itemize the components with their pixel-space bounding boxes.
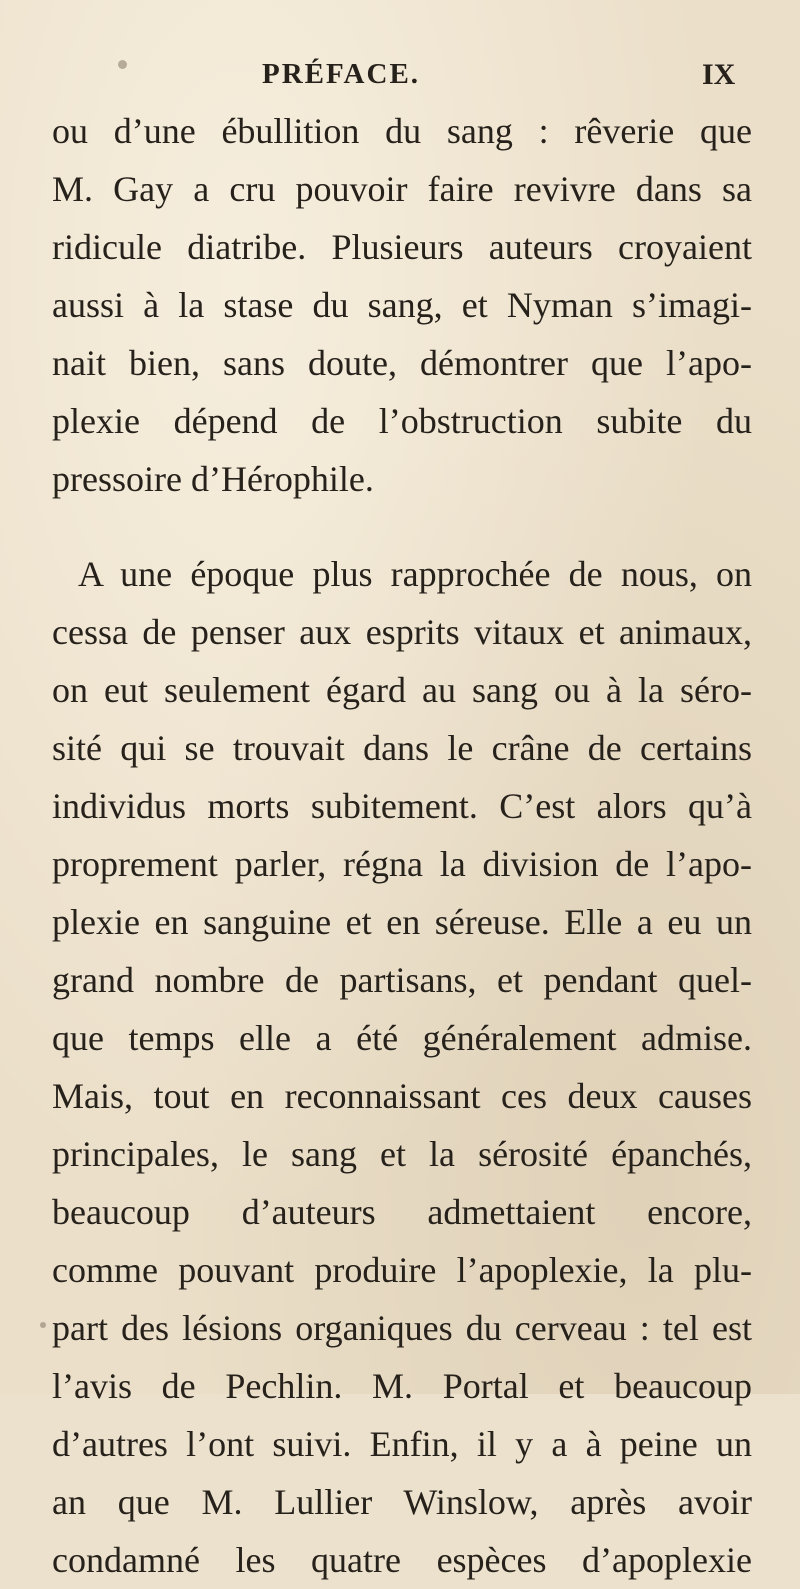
text-line: on eut seulement égard au sang ou à la séro-	[52, 670, 752, 710]
text-line: aussi à la stase du sang, et Nyman s’imagi-	[52, 285, 752, 325]
text-line: comme pouvant produire l’apoplexie, la plu-	[52, 1250, 752, 1290]
text-line: Mais, tout en reconnaissant ces deux causes	[52, 1076, 752, 1116]
text-line: grand nombre de partisans, et pendant quel-	[52, 960, 752, 1000]
text-line: nait bien, sans doute, démontrer que l’apo-	[52, 343, 752, 383]
text-line: plexie en sanguine et en séreuse. Elle a eu un	[52, 902, 752, 942]
paragraph-gap	[52, 508, 752, 545]
text-line: M. Gay a cru pouvoir faire revivre dans sa	[52, 169, 752, 209]
text-line: an que M. Lullier Winslow, après avoir	[52, 1482, 752, 1522]
text-line: cessa de penser aux esprits vitaux et animaux,	[52, 612, 752, 652]
page-header	[0, 58, 800, 98]
text-line: A une époque plus rapprochée de nous, on	[78, 554, 752, 594]
text-line: plexie dépend de l’obstruction subite du	[52, 401, 752, 441]
page-number: IX	[702, 58, 736, 91]
text-line: d’autres l’ont suivi. Enfin, il y a à peine un	[52, 1424, 752, 1464]
text-line: sité qui se trouvait dans le crâne de certains	[52, 728, 752, 768]
text-line: principales, le sang et la sérosité épanchés,	[52, 1134, 752, 1174]
text-line: ridicule diatribe. Plusieurs auteurs croyaient	[52, 227, 752, 267]
text-line: que temps elle a été généralement admise.	[52, 1018, 752, 1058]
running-title: PRÉFACE.	[262, 58, 421, 90]
text-line: pressoire d’Hérophile.	[52, 459, 374, 499]
text-line: beaucoup d’auteurs admettaient encore,	[52, 1192, 752, 1232]
paragraph-1	[52, 102, 752, 508]
paragraph-2	[52, 545, 752, 1589]
text-line: individus morts subitement. C’est alors qu’à	[52, 786, 752, 826]
text-line: proprement parler, régna la division de l’apo-	[52, 844, 752, 884]
text-line: l’avis de Pechlin. M. Portal et beaucoup	[52, 1366, 752, 1406]
text-line: ou d’une ébullition du sang : rêverie que	[52, 111, 752, 151]
ink-speck	[40, 1322, 46, 1328]
text-line: part des lésions organiques du cerveau : tel est	[52, 1308, 752, 1348]
text-line: condamné les quatre espèces d’apoplexie	[52, 1540, 752, 1580]
body-text	[52, 102, 752, 1589]
